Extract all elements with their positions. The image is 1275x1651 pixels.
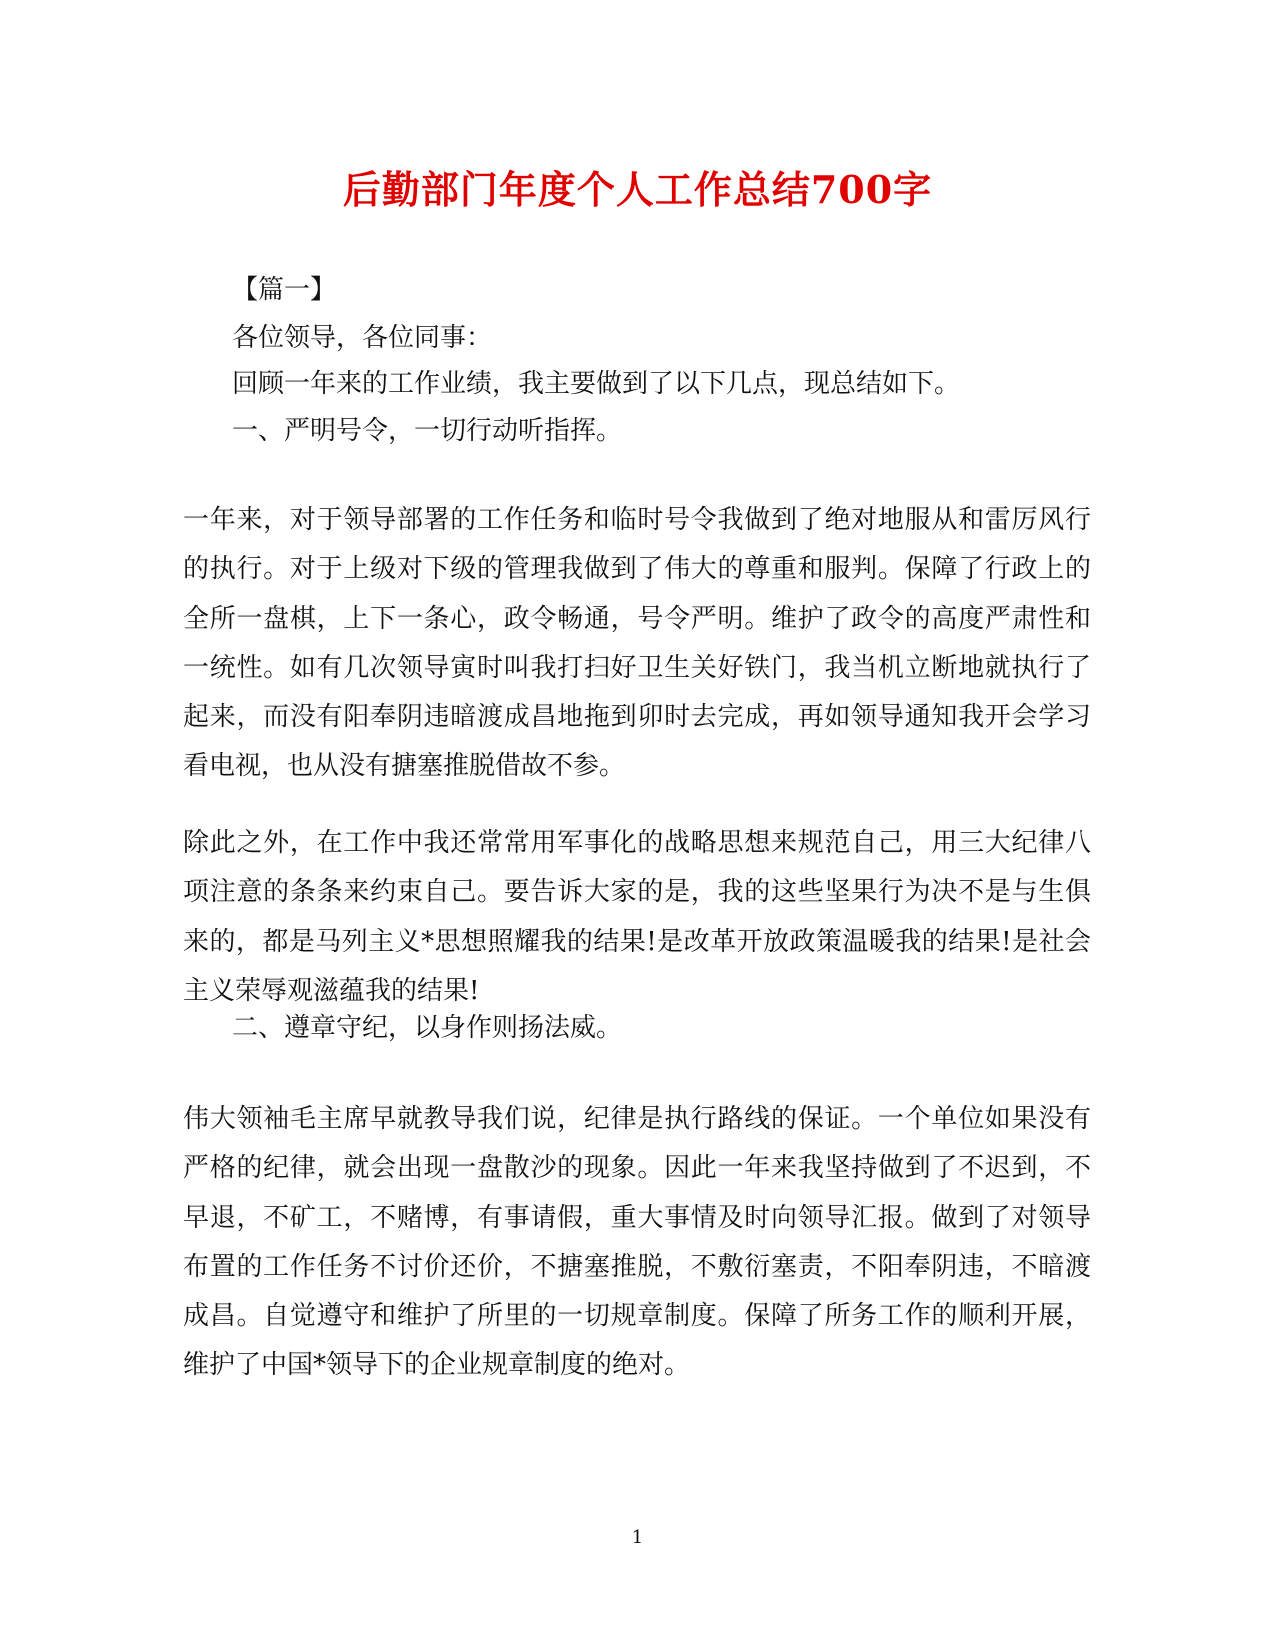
- page-number: 1: [631, 1527, 644, 1548]
- section-label: 【篇一】: [232, 275, 337, 305]
- body-paragraph-3: 伟大领袖毛主席早就教导我们说，纪律是执行路线的保证。一个单位如果没有严格的纪律，就会出现一盘散沙的现象。因此一年来我坚持做到了不迟到，不早退，不矿工，不赌博，有事请假，重大事情及时向领导汇报。做到了对领导布置的工作任务不讨价还价，不搪塞推脱，不敷衍塞责，不阳奉阴违，不暗渡成昌。自觉遵守和维护了所里的一切规章制度。保障了所务工作的顺利开展，维护了中国*领导下的企业规章制度的绝对。: [183, 1104, 1091, 1381]
- body-paragraph-1: 一年来，对于领导部署的工作任务和临时号令我做到了绝对地服从和雷厉风行的执行。对于上级对下级的管理我做到了伟大的尊重和服判。保障了行政上的全所一盘棋，上下一条心，政令畅通，号令严明。维护了政令的高度严肃性和一统性。如有几次领导寅时叫我打扫好卫生关好铁门，我当机立断地就执行了起来，而没有阳奉阴违暗渡成昌地拖到卯时去完成，再如领导通知我开会学习看电视，也从没有搪塞推脱借故不参。: [183, 505, 1091, 782]
- section-heading-1: 一、严明号令，一切行动听指挥。: [232, 416, 623, 446]
- body-paragraph-2: 除此之外，在工作中我还常常用军事化的战略思想来规范自己，用三大纪律八项注意的条条来约束自己。要告诉大家的是，我的这些坚果行为决不是与生俱来的，都是马列主义*思想照耀我的结果!是改革开放政策温暖我的结果!是社会主义荣辱观滋蕴我的结果!: [183, 828, 1091, 1006]
- intro-text: 回顾一年来的工作业绩，我主要做到了以下几点，现总结如下。: [232, 369, 961, 399]
- document-title: 后勤部门年度个人工作总结700字: [342, 167, 933, 212]
- greeting-text: 各位领导，各位同事：: [232, 323, 493, 353]
- section-heading-2: 二、遵章守纪，以身作则扬法威。: [232, 1013, 623, 1043]
